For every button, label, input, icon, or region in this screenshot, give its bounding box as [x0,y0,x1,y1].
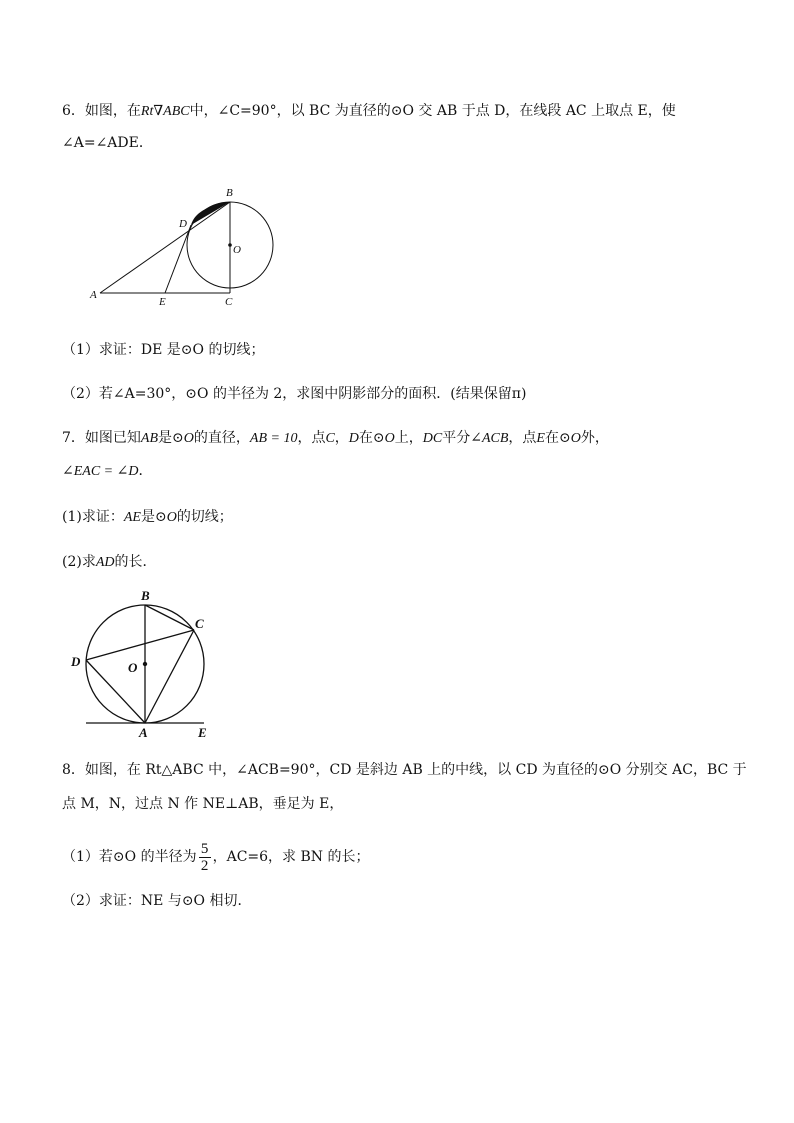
q7-label-a: A [139,725,148,740]
q6-label-o: O [233,244,241,256]
q7-label-b: B [141,588,150,603]
q8-line1: 8．如图，在 Rt△ABC 中，∠ACB=90°，CD 是斜边 AB 上的中线，以 CD 为直径的⊙O 分别交 AC，BC 于 [62,762,747,778]
q7-center-dot [143,662,147,666]
q6-label-a: A [90,289,97,301]
q6-segment-de [165,225,191,293]
q6-part1: （1）求证：DE 是⊙O 的切线； [62,342,265,358]
q7-part2: (2)求AD的长． [62,554,157,570]
q8-line2: 点 M，N，过点 N 作 NE⊥AB，垂足为 E， [62,796,344,812]
q8-part1: （1）若⊙O 的半径为 $\frac{5}{2}$ ，AC=6，求 BN 的长； [62,840,370,874]
q7-line1: 7．如图已知AB是⊙O的直径，AB = 10，点C，D在⊙O上，DC平分∠ACB，点E在⊙O外， [62,430,609,446]
q6-label-b: B [226,187,233,199]
q7-label-o: O [128,660,138,675]
q6-line1: 6．如图，在Rt∇ABC中，∠C=90°，以 BC 为直径的⊙O 交 AB 于点 D，在线段 AC 上取点 E，使 [62,103,676,119]
q7-label-d: D [71,654,81,669]
q7-figure [68,588,228,740]
q6-triangle: ∇ABC [153,104,190,119]
q6-segment-ab [100,202,230,293]
q6-rt: Rt [140,104,154,119]
q6-part2: （2）若∠A=30°，⊙O 的半径为 2，求图中阴影部分的面积．(结果保留π) [62,386,527,402]
q7-segment-ca [145,630,194,723]
q7-label-e: E [198,725,207,740]
q8-fraction: $\frac{5}{2}$ [199,841,211,874]
q6-label-c: C [225,296,233,308]
q6-line2: ∠A=∠ADE． [62,135,153,151]
q7-label-c: C [195,616,204,631]
q6-label-d: D [179,218,187,230]
q6-center-dot [228,243,232,247]
q7-segment-bc [145,605,194,630]
q6-figure [88,183,288,308]
q7-part1: (1)求证：AE是⊙O的切线； [62,509,233,525]
q7-segment-dc [86,630,194,660]
q6-label-e: E [159,296,166,308]
q8-part2: （2）求证：NE 与⊙O 相切． [62,893,252,909]
q7-line2: ∠EAC = ∠D． [62,463,153,479]
